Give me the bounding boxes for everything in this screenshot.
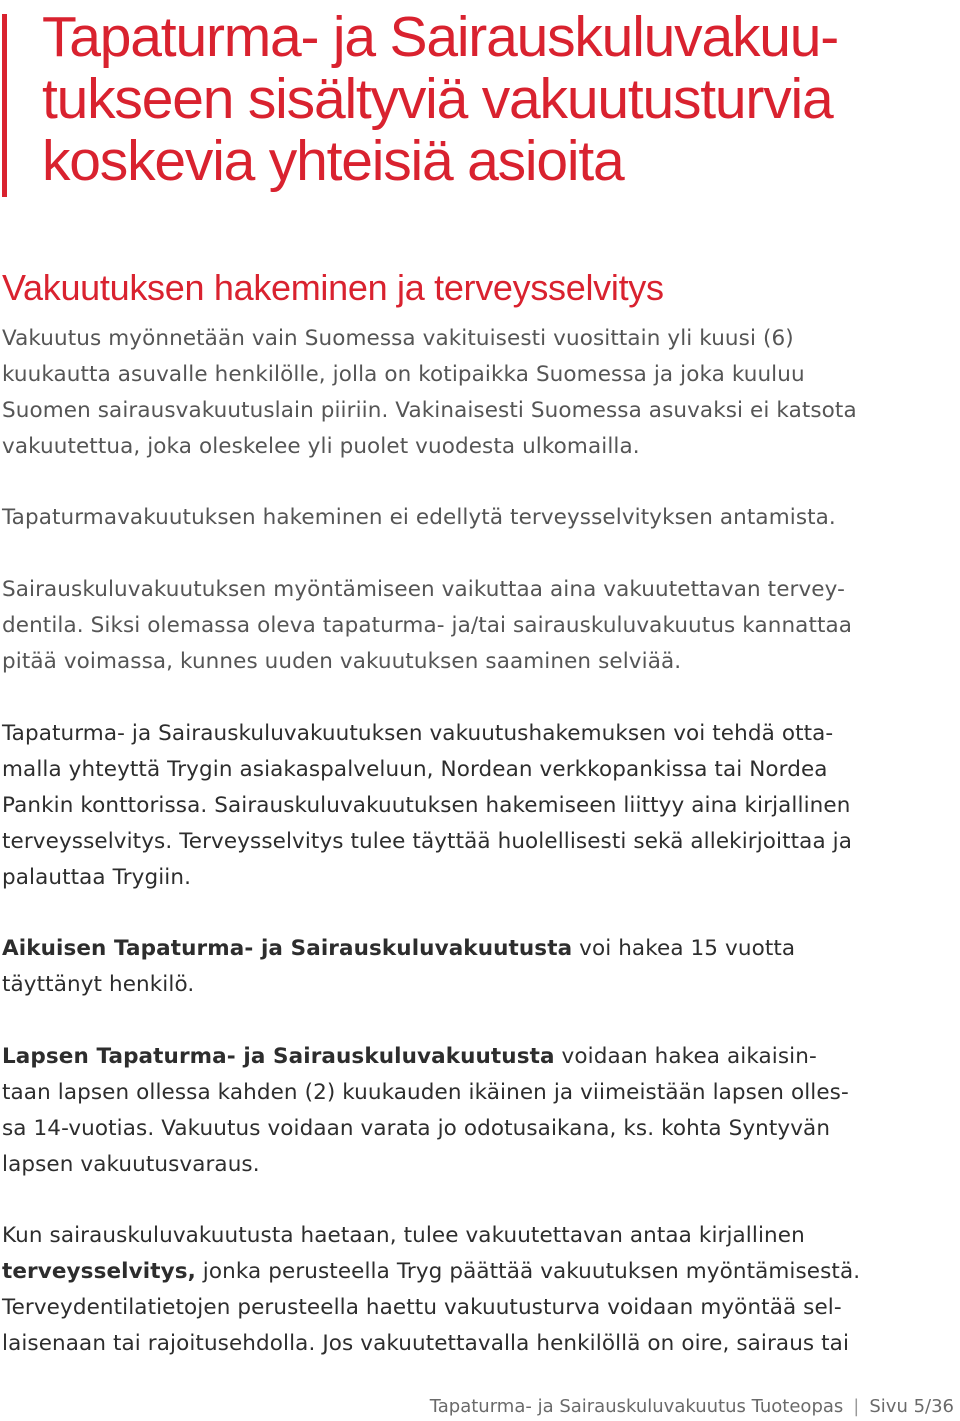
text-line: dentila. Siksi olemassa oleva tapaturma- ja/tai sairauskuluvakuutus kannattaa — [2, 613, 853, 638]
bold-term: terveysselvitys, — [2, 1259, 196, 1284]
text-line: Suomen sairausvakuutuslain piiriin. Vakinaisesti Suomessa asuvaksi ei katsota — [2, 398, 857, 423]
text-line: vakuutettua, joka oleskelee yli puolet vuodesta ulkomailla. — [2, 434, 640, 459]
text-line: laisenaan tai rajoitusehdolla. Jos vakuutettavalla henkilöllä on oire, sairaus tai — [2, 1331, 850, 1356]
text-line: Kun sairauskuluvakuutusta haetaan, tulee vakuutettavan antaa kirjallinen — [2, 1223, 805, 1248]
page-footer — [430, 1395, 954, 1419]
text-line: Tapaturmavakuutuksen hakeminen ei edellytä terveysselvityksen antamista. — [2, 505, 836, 530]
text-line: Sairauskuluvakuutuksen myöntämiseen vaikuttaa aina vakuutettavan tervey- — [2, 577, 845, 602]
text-line: Pankin konttorissa. Sairauskuluvakuutuksen hakemiseen liittyy aina kirjallinen — [2, 793, 851, 818]
bold-term: Lapsen Tapaturma- ja Sairauskuluvakuutusta — [2, 1044, 555, 1069]
title-accent-bar — [2, 14, 7, 197]
bold-term: Aikuisen Tapaturma- ja Sairauskuluvakuutusta — [2, 936, 573, 961]
page-title-line: tukseen sisältyviä vakuutusturvia — [42, 67, 833, 131]
text-line: taan lapsen ollessa kahden (2) kuukauden ikäinen ja viimeistään lapsen olles- — [2, 1080, 849, 1105]
text-fragment: jonka perusteella Tryg päättää vakuutuksen myöntämisestä. — [195, 1259, 861, 1284]
text-line: terveysselvitys. Terveysselvitys tulee täyttää huolellisesti sekä allekirjoittaa ja — [2, 829, 853, 854]
paragraph-health-declaration — [2, 1218, 947, 1362]
page-title — [42, 6, 942, 192]
text-line: Vakuutus myönnetään vain Suomessa vakituisesti vuosittain yli kuusi (6) — [2, 326, 794, 351]
text-line: malla yhteyttä Trygin asiakaspalveluun, Nordean verkkopankissa tai Nordea — [2, 757, 828, 782]
section-heading: Vakuutuksen hakeminen ja terveysselvitys — [2, 267, 664, 308]
page-title-line: koskevia yhteisiä asioita — [42, 129, 624, 193]
text-line — [2, 1254, 947, 1290]
page-title-line: Tapaturma- ja Sairauskuluvakuu- — [42, 5, 839, 69]
text-line — [2, 931, 947, 967]
paragraph-application — [2, 716, 947, 896]
paragraph-child-eligibility — [2, 1039, 947, 1183]
text-line: lapsen vakuutusvaraus. — [2, 1152, 260, 1177]
text-line — [2, 1039, 947, 1075]
footer-separator: | — [853, 1396, 860, 1417]
text-fragment: voi hakea 15 vuotta — [572, 936, 796, 961]
text-line: Tapaturma- ja Sairauskuluvakuutuksen vakuutushakemuksen voi tehdä otta- — [2, 721, 834, 746]
text-line: palauttaa Trygiin. — [2, 865, 192, 890]
paragraph-health-status — [2, 572, 947, 680]
text-line: kuukautta asuvalle henkilölle, jolla on kotipaikka Suomessa ja joka kuuluu — [2, 362, 805, 387]
text-line: pitää voimassa, kunnes uuden vakuutuksen saaminen selviää. — [2, 649, 682, 674]
footer-doc-title: Tapaturma- ja Sairauskuluvakuutus Tuoteopas — [429, 1396, 844, 1417]
text-fragment: voidaan hakea aikaisin- — [554, 1044, 817, 1069]
text-line: sa 14-vuotias. Vakuutus voidaan varata jo odotusaikana, ks. kohta Syntyvän — [2, 1116, 831, 1141]
footer-page-number: Sivu 5/36 — [869, 1396, 954, 1417]
paragraph-residence — [2, 321, 947, 465]
text-line: täyttänyt henkilö. — [2, 972, 195, 997]
paragraph-adult-eligibility — [2, 931, 947, 1003]
text-line: Terveydentilatietojen perusteella haettu vakuutusturva voidaan myöntää sel- — [2, 1295, 842, 1320]
paragraph-accident-insurance — [2, 500, 947, 536]
